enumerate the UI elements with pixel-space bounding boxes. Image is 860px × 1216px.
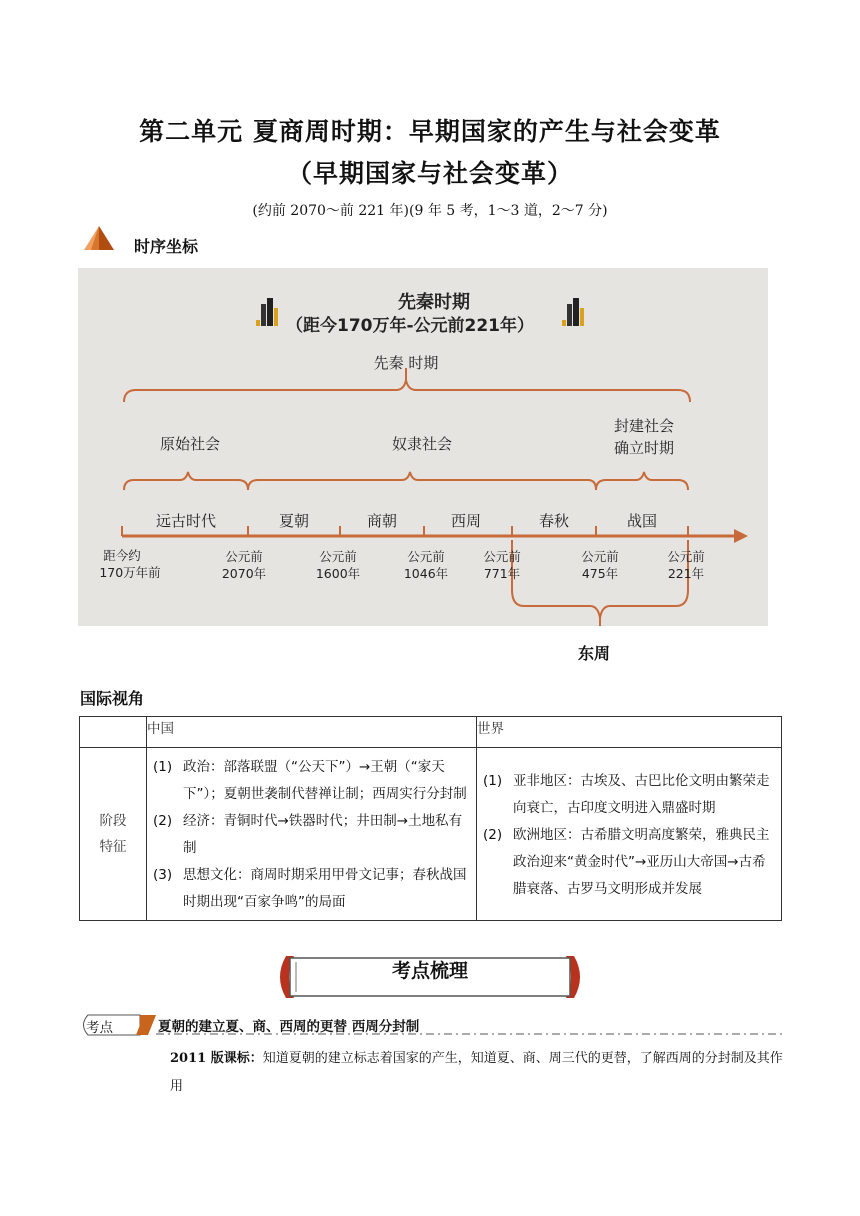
period-warring-states: 战国 bbox=[626, 512, 658, 530]
china-cell bbox=[147, 748, 477, 921]
row-label-line1: 阶段 bbox=[99, 813, 127, 829]
table-header-row bbox=[80, 717, 782, 748]
date-label: 2070年 bbox=[221, 566, 267, 581]
period-xia: 夏朝 bbox=[278, 512, 310, 530]
timeline-heading: 先秦时期 bbox=[398, 292, 470, 313]
building-icon-right bbox=[562, 298, 584, 326]
banner-title: 考点梳理 bbox=[391, 960, 468, 982]
period-shang: 商朝 bbox=[366, 512, 398, 530]
date-label: 公元前 bbox=[407, 549, 445, 564]
section-international-label: 国际视角 bbox=[80, 689, 145, 708]
list-item: (1) 政治：部落联盟（“公天下”）→王朝（“家天下”）；夏朝世袭制代替禅让制；西周实行分封制 bbox=[153, 759, 467, 802]
timeline-image bbox=[78, 268, 768, 626]
list-item: (2) 经济：青铜时代→铁器时代；井田制→土地私有制 bbox=[153, 813, 463, 856]
date-label: 475年 bbox=[581, 566, 619, 581]
date-label: 公元前 bbox=[225, 549, 263, 564]
date-label: 公元前 bbox=[483, 549, 521, 564]
list-item: (1) 亚非地区：古埃及、古巴比伦文明由繁荣走向衰亡，古印度文明进入鼎盛时期 bbox=[483, 772, 770, 816]
page-subtitle: （早期国家与社会变革） bbox=[286, 159, 573, 188]
date-label: 221年 bbox=[667, 566, 705, 581]
row-label-line2: 特征 bbox=[99, 839, 127, 855]
row-label-cell bbox=[80, 748, 147, 921]
date-label: 1046年 bbox=[403, 566, 449, 581]
society-primitive: 原始社会 bbox=[159, 435, 221, 453]
section-banner bbox=[272, 954, 588, 1000]
kaodian-title: 夏朝的建立夏、商、西周的更替 西周分封制 bbox=[158, 1019, 420, 1035]
table-header-world: 世界 bbox=[477, 717, 782, 748]
kaodian-tag: 考点 bbox=[86, 1020, 113, 1036]
society-slave: 奴隶社会 bbox=[391, 435, 453, 453]
pyramid-icon bbox=[82, 225, 116, 251]
page-title: 第二单元 夏商周时期：早期国家的产生与社会变革 bbox=[139, 117, 721, 146]
table-header-china: 中国 bbox=[147, 717, 477, 748]
date-label: 公元前 bbox=[667, 549, 705, 564]
comparison-table bbox=[79, 716, 782, 921]
curriculum-text bbox=[170, 1045, 785, 1101]
date-label: 1600年 bbox=[315, 566, 361, 581]
list-item: (2) 欧洲地区：古希腊文明高度繁荣，雅典民主政治迎来“黄金时代”→亚历山大帝国→古希腊衰落、古罗马文明形成并发展 bbox=[483, 826, 770, 897]
period-western-zhou: 西周 bbox=[450, 512, 482, 530]
period-spring-autumn: 春秋 bbox=[538, 512, 570, 530]
timeline-top-label: 先秦 时期 bbox=[373, 354, 439, 372]
date-label: 公元前 bbox=[581, 549, 619, 564]
date-label: 距今约 bbox=[103, 548, 141, 563]
society-feudal: 封建社会 bbox=[613, 417, 675, 435]
building-icon-left bbox=[256, 298, 278, 326]
curriculum-body: 知道夏朝的建立标志着国家的产生，知道夏、商、周三代的更替，了解西周的分封制及其作用 bbox=[170, 1051, 783, 1094]
section-timeline-label: 时序坐标 bbox=[134, 237, 199, 256]
world-cell bbox=[477, 748, 782, 921]
list-item: (3) 思想文化：商周时期采用甲骨文记事；春秋战国时期出现“百家争鸣”的局面 bbox=[153, 867, 467, 910]
timeline-heading-range: （距今170万年-公元前221年） bbox=[285, 316, 535, 336]
period-ancient: 远古时代 bbox=[155, 512, 217, 530]
curriculum-label: 2011 版课标： bbox=[170, 1051, 263, 1066]
society-feudal-established: 确立时期 bbox=[613, 439, 675, 457]
table-row bbox=[80, 748, 782, 921]
date-range-note: (约前 2070～前 221 年)(9 年 5 考，1～3 道，2～7 分) bbox=[252, 203, 608, 219]
eastern-zhou-label: 东周 bbox=[578, 644, 611, 663]
table-header-empty bbox=[80, 717, 147, 748]
date-label: 170万年前 bbox=[99, 565, 161, 580]
date-label: 771年 bbox=[483, 566, 521, 581]
date-label: 公元前 bbox=[319, 549, 357, 564]
kaodian-line bbox=[78, 1014, 784, 1036]
